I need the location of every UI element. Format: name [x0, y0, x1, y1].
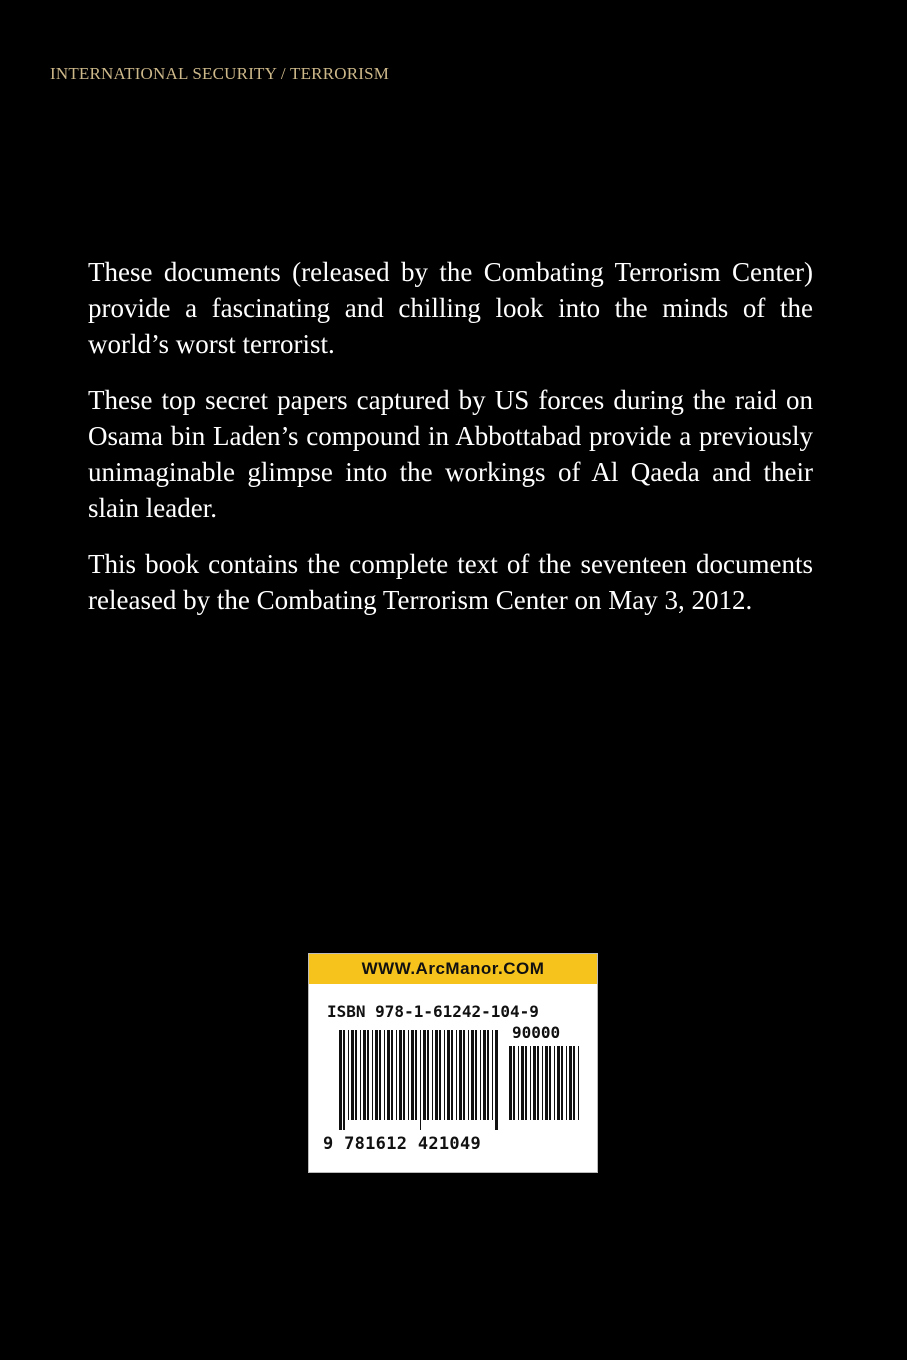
barcode-bar: [372, 1030, 373, 1120]
barcode-bar: [463, 1030, 465, 1120]
barcode-bar: [411, 1030, 414, 1120]
barcode-bar: [509, 1046, 512, 1120]
barcode-bar: [415, 1030, 417, 1120]
barcode-bar: [360, 1030, 361, 1120]
barcode-bar: [533, 1046, 536, 1120]
back-cover-blurb: [88, 254, 813, 638]
barcode-bar: [471, 1030, 474, 1120]
addon-barcode: [509, 1046, 579, 1120]
barcode-bar: [435, 1030, 438, 1120]
barcode-bar: [427, 1030, 429, 1120]
barcode-bar: [492, 1030, 493, 1120]
barcode-bar: [339, 1030, 342, 1130]
blurb-paragraph-3: This book contains the complete text of the seventeen documents released by the Combating Terrorism Center on May 3, 2012.: [88, 549, 813, 615]
ean-barcode: [339, 1030, 498, 1130]
barcode-bar: [403, 1030, 405, 1120]
barcode-bar: [343, 1030, 345, 1130]
barcode-bar: [439, 1030, 441, 1120]
barcode-bar: [391, 1030, 393, 1120]
barcode-bar: [521, 1046, 524, 1120]
barcode-bar: [420, 1030, 421, 1130]
barcode-bar: [480, 1030, 481, 1120]
barcode-bar: [554, 1046, 555, 1120]
barcode-bar: [542, 1046, 543, 1120]
barcode-label: [308, 953, 598, 1173]
barcode-bar: [363, 1030, 366, 1120]
barcode-bar: [459, 1030, 462, 1120]
barcode-bar: [561, 1046, 563, 1120]
barcode-bar: [447, 1030, 450, 1120]
barcode-bar: [456, 1030, 457, 1120]
price-addon-code: 90000: [512, 1023, 561, 1042]
blurb-paragraph-2: These top secret papers captured by US forces during the raid on Osama bin Laden’s compound in Abbottabad provide a previously unimaginable glimpse into the workings of Al Qaeda and their slain leader.: [88, 385, 813, 523]
barcode-bar: [483, 1030, 486, 1120]
barcode-bar: [367, 1030, 369, 1120]
barcode-bar: [379, 1030, 381, 1120]
barcode-bar: [451, 1030, 453, 1120]
barcode-bar: [384, 1030, 385, 1120]
isbn-number: ISBN 978-1-61242-104-9: [327, 1002, 539, 1021]
barcode-bar: [408, 1030, 409, 1120]
barcode-bar: [518, 1046, 519, 1120]
barcode-bar: [396, 1030, 397, 1120]
barcode-bar: [355, 1030, 357, 1120]
barcode-bar: [475, 1030, 477, 1120]
barcode-bar: [351, 1030, 354, 1120]
barcode-bar: [487, 1030, 489, 1120]
publisher-url: WWW.ArcManor.COM: [309, 954, 597, 984]
barcode-bar: [530, 1046, 531, 1120]
barcode-bar: [573, 1046, 575, 1120]
barcode-bar: [549, 1046, 551, 1120]
category-label: INTERNATIONAL SECURITY / TERRORISM: [50, 64, 390, 83]
barcode-bar: [423, 1030, 426, 1120]
barcode-bar: [399, 1030, 402, 1120]
barcode-bar: [578, 1046, 579, 1120]
barcode-bar: [348, 1030, 349, 1120]
barcode-bar: [566, 1046, 567, 1120]
barcode-bar: [557, 1046, 560, 1120]
barcode-bar: [513, 1046, 515, 1120]
barcode-bar: [375, 1030, 378, 1120]
blurb-paragraph-1: These documents (released by the Combating Terrorism Center) provide a fascinating and chilling look into the minds of the world’s worst terrorist.: [88, 257, 813, 359]
barcode-bar: [537, 1046, 539, 1120]
barcode-bar: [545, 1046, 548, 1120]
barcode-bar: [468, 1030, 469, 1120]
barcode-bar: [432, 1030, 433, 1120]
barcode-bar: [495, 1030, 498, 1130]
barcode-bar: [525, 1046, 527, 1120]
barcode-bar: [444, 1030, 445, 1120]
ean-digits: 9 781612 421049: [323, 1134, 482, 1154]
barcode-bar: [387, 1030, 390, 1120]
barcode-bar: [569, 1046, 572, 1120]
